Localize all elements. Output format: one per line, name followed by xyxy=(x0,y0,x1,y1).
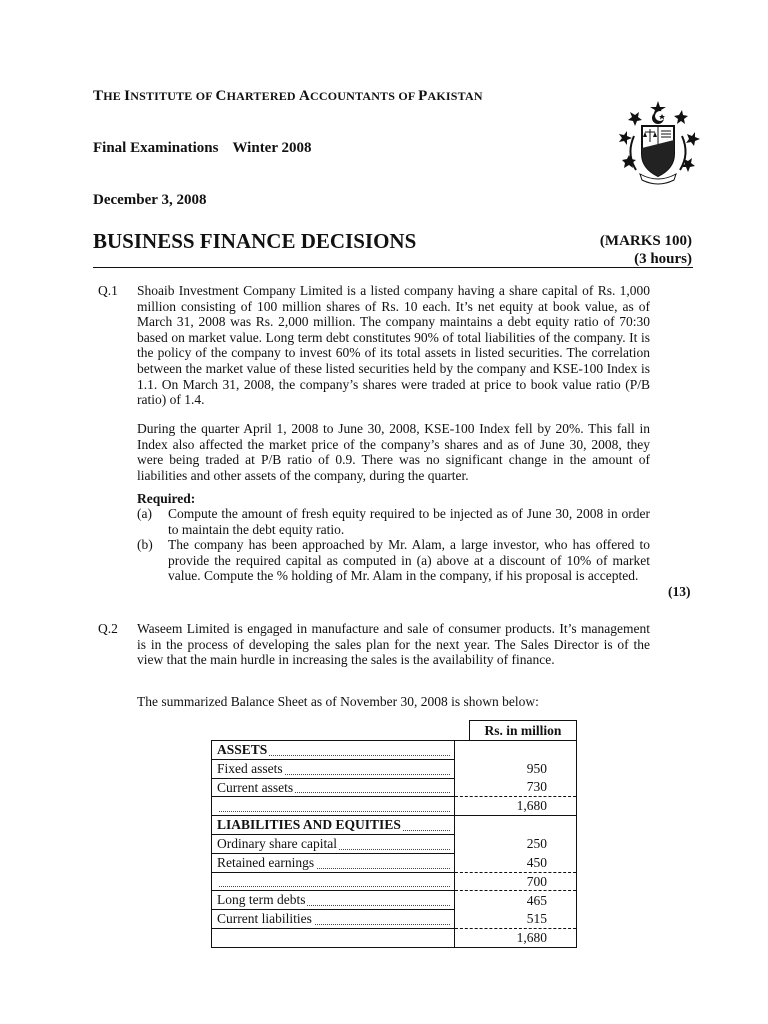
table-row xyxy=(212,778,576,797)
question-marks: (13) xyxy=(668,584,691,599)
table-row xyxy=(212,834,576,853)
institute-name xyxy=(93,88,483,105)
sub-question-b xyxy=(137,537,650,601)
total-marks: (MARKS 100) xyxy=(599,233,692,249)
institute-smallcaps: HE xyxy=(103,89,125,103)
header-divider xyxy=(93,267,693,268)
sub-question-a xyxy=(137,506,650,538)
institute-smallcaps: CCOUNTANTS OF xyxy=(310,89,419,103)
exam-date: December 3, 2008 xyxy=(93,192,207,208)
table-row xyxy=(212,741,576,760)
exam-session: Winter 2008 xyxy=(232,140,312,156)
sub-question-label: (a) xyxy=(137,506,152,521)
institute-cap: A xyxy=(298,88,311,104)
row-value: 730 xyxy=(455,778,576,797)
exam-name: Final Examinations xyxy=(93,140,219,156)
institute-crest-logo xyxy=(612,98,704,190)
table-row xyxy=(212,853,576,872)
row-label: Current assets xyxy=(212,778,455,797)
question-number: Q.1 xyxy=(98,283,118,298)
row-value: 515 xyxy=(455,910,576,929)
row-value xyxy=(455,741,576,760)
row-value: 1,680 xyxy=(516,929,547,945)
row-label: Fixed assets xyxy=(212,759,455,778)
paper-title: BUSINESS FINANCE DECISIONS xyxy=(93,229,417,253)
sub-question-text: Compute the amount of fresh equity required to be injected as of June 30, 2008 in order to maintain the debt equity ratio. xyxy=(168,506,650,537)
sub-question-text: The company has been approached by Mr. Alam, a large investor, who has offered to provide the required capital as computed in (a) above at a discount of 10% of market value. Compute the % holding of Mr. Alam in the company, if his proposal is accepted. xyxy=(168,537,650,584)
row-value: 250 xyxy=(526,835,547,851)
table-row xyxy=(212,910,576,929)
question-1-paragraph-1: Shoaib Investment Company Limited is a listed company having a share capital of Rs. 1,000 million consisting of 100 million shares of Rs. 10 each. It’s net equity at book value, as of March 31, 2008 was Rs. 2,000 million. The company maintains a debt equity ratio of 70:30 based on market value. Long term debt constitutes 90% of total liabilities of the company. It is the policy of the company to invest 60% of its total assets in listed securities. The correlation between the market value of these listed securities held by the company and KSE-100 Index is 1.1. On March 31, 2008, the company’s shares were traded at price to book value ratio (P/B ratio) of 1.4. xyxy=(137,283,650,408)
row-label: Retained earnings xyxy=(212,853,455,872)
question-number: Q.2 xyxy=(98,621,118,636)
balance-sheet-rows xyxy=(212,740,576,947)
institute-cap: P xyxy=(418,88,428,104)
row-value: 950 xyxy=(526,760,547,776)
row-label: Ordinary share capital xyxy=(212,834,455,853)
balance-sheet-table xyxy=(211,740,577,948)
row-value: 465 xyxy=(526,892,547,908)
table-row xyxy=(212,759,576,778)
balance-sheet-unit-header: Rs. in million xyxy=(469,720,577,741)
institute-cap: I xyxy=(124,88,131,104)
row-label: Current liabilities xyxy=(212,910,455,929)
question-1-paragraph-2: During the quarter April 1, 2008 to June 30, 2008, KSE-100 Index fell by 20%. This fall in Index also affected the market price of the company’s shares and as of June 30, 2008, they were being traded at P/B ratio of 0.9. There was no significant change in the amount of liabilities and other assets of the company, during the quarter. xyxy=(137,421,650,483)
table-row xyxy=(212,891,576,910)
row-label xyxy=(212,797,455,816)
question-2-paragraph-2: The summarized Balance Sheet as of November 30, 2008 is shown below: xyxy=(137,694,539,709)
exam-title xyxy=(93,140,311,157)
row-label: ASSETS xyxy=(212,741,455,760)
table-row xyxy=(212,816,576,835)
institute-cap: T xyxy=(93,88,104,104)
row-label: LIABILITIES AND EQUITIES xyxy=(212,816,455,835)
table-row xyxy=(212,928,576,946)
row-value: 700 xyxy=(455,872,576,891)
row-label: Long term debts xyxy=(212,891,455,910)
row-label xyxy=(212,928,455,946)
row-value: 1,680 xyxy=(516,798,547,814)
row-value: 450 xyxy=(455,853,576,872)
sub-question-label: (b) xyxy=(137,537,153,552)
institute-smallcaps: HARTERED xyxy=(226,89,299,103)
table-row xyxy=(212,797,576,816)
institute-cap: C xyxy=(215,88,227,104)
table-row xyxy=(212,872,576,891)
required-heading: Required: xyxy=(137,491,196,506)
institute-smallcaps: NSTITUTE OF xyxy=(130,89,216,103)
exam-duration: (3 hours) xyxy=(634,251,692,267)
question-2-paragraph-1: Waseem Limited is engaged in manufacture and sale of consumer products. It’s management is in the process of developing the sales plan for the next year. The Sales Director is of the view that the main hurdle in increasing the sales is the availability of finance. xyxy=(137,621,650,668)
marks-and-duration xyxy=(600,232,692,268)
institute-smallcaps: AKISTAN xyxy=(427,89,483,103)
row-value xyxy=(455,816,576,835)
row-label xyxy=(212,872,455,891)
